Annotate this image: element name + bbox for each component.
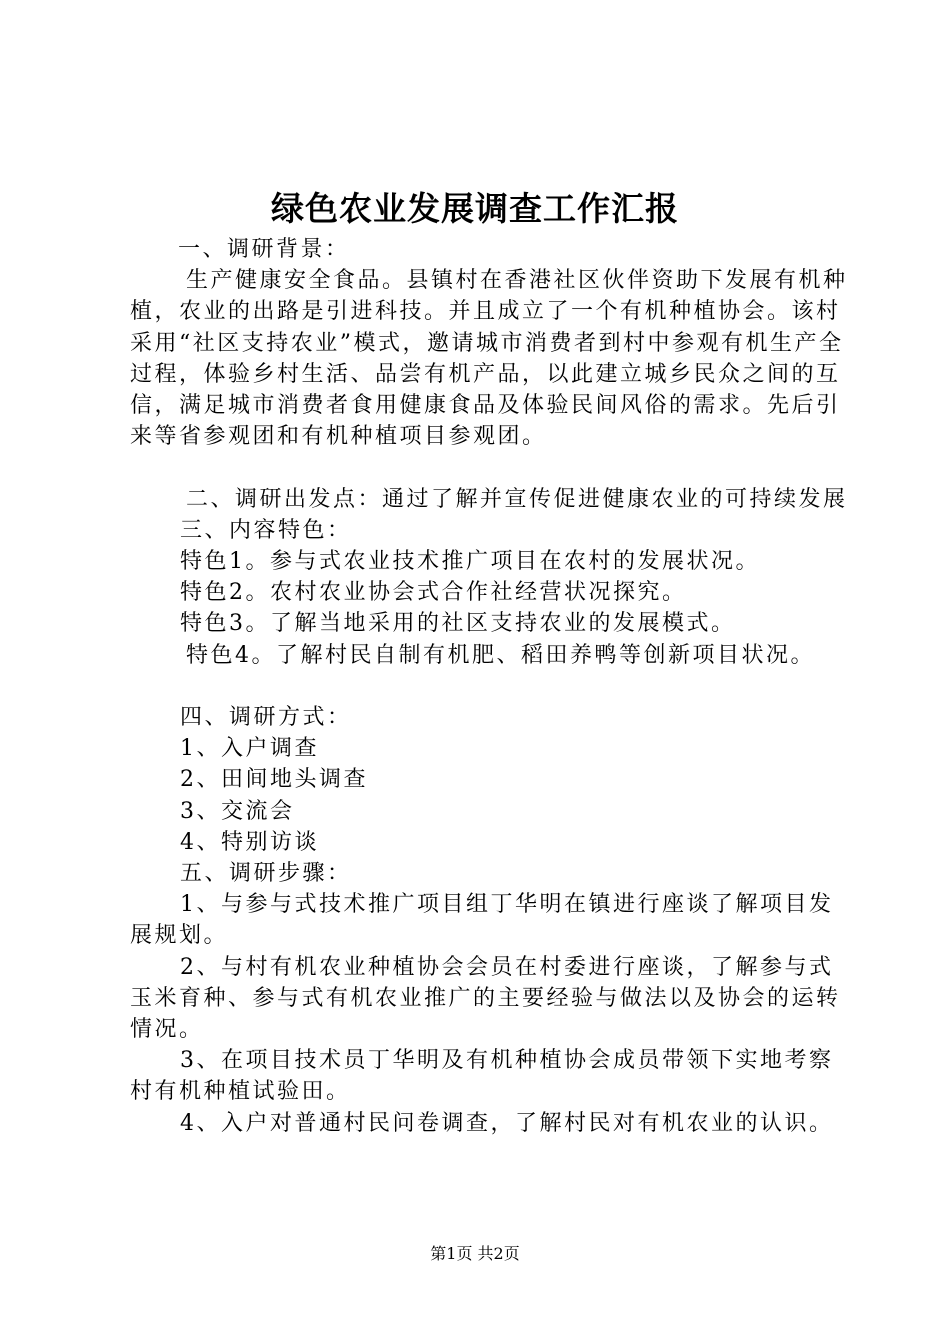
section-heading-features: 三、内容特色： bbox=[180, 517, 352, 543]
section-heading-methods: 四、调研方式： bbox=[180, 705, 352, 731]
list-item-step: 2、与村有机农业种植协会会员在村委进行座谈，了解参与式玉米育种、参与式有机农业推广的主要经验与做法以及协会的运转情况。 bbox=[130, 954, 841, 1043]
blank-line bbox=[130, 452, 855, 483]
list-item-step: 4、入户对普通村民问卷调查，了解村民对有机农业的认识。 bbox=[180, 1110, 834, 1136]
section-heading-steps: 五、调研步骤： bbox=[180, 861, 352, 887]
paragraph-background: 生产健康安全食品。县镇村在香港社区伙伴资助下发展有机种植，农业的出路是引进科技。并且成立了一个有机种植协会。该村采用“社区支持农业”模式，邀请城市消费者到村中参观有机生产全过程，体验乡村生活、品尝有机产品，以此建立城乡民众之间的互信，满足城市消费者食用健康食品及体验民间风俗的需求。先后引来等省参观团和有机种植项目参观团。 bbox=[130, 268, 848, 450]
blank-line bbox=[130, 671, 855, 702]
list-item-feature: 特色4。了解村民自制有机肥、稻田养鸭等创新项目状况。 bbox=[186, 642, 815, 668]
list-item-feature: 特色2。农村农业协会式合作社经营状况探究。 bbox=[180, 580, 687, 606]
list-item-step: 1、与参与式技术推广项目组丁华明在镇进行座谈了解项目发展规划。 bbox=[130, 892, 834, 949]
list-item-method: 2、田间地头调查 bbox=[180, 767, 368, 793]
paragraph-starting-point: 二、调研出发点：通过了解并宣传促进健康农业的可持续发展 bbox=[186, 486, 848, 512]
document-body bbox=[130, 234, 855, 1139]
document-title: 绿色农业发展调查工作汇报 bbox=[271, 189, 679, 228]
list-item-method: 4、特别访谈 bbox=[180, 829, 319, 855]
section-heading-background: 一、调研背景： bbox=[178, 237, 350, 262]
list-item-feature: 特色3。了解当地采用的社区支持农业的发展模式。 bbox=[180, 611, 736, 637]
list-item-feature: 特色1。参与式农业技术推广项目在农村的发展状况。 bbox=[180, 549, 760, 575]
list-item-method: 3、交流会 bbox=[180, 798, 295, 824]
page-footer: 第1页 共2页 bbox=[430, 1244, 520, 1263]
list-item-method: 1、入户调查 bbox=[180, 736, 319, 762]
list-item-step: 3、在项目技术员丁华明及有机种植协会成员带领下实地考察村有机种植试验田。 bbox=[130, 1048, 834, 1105]
